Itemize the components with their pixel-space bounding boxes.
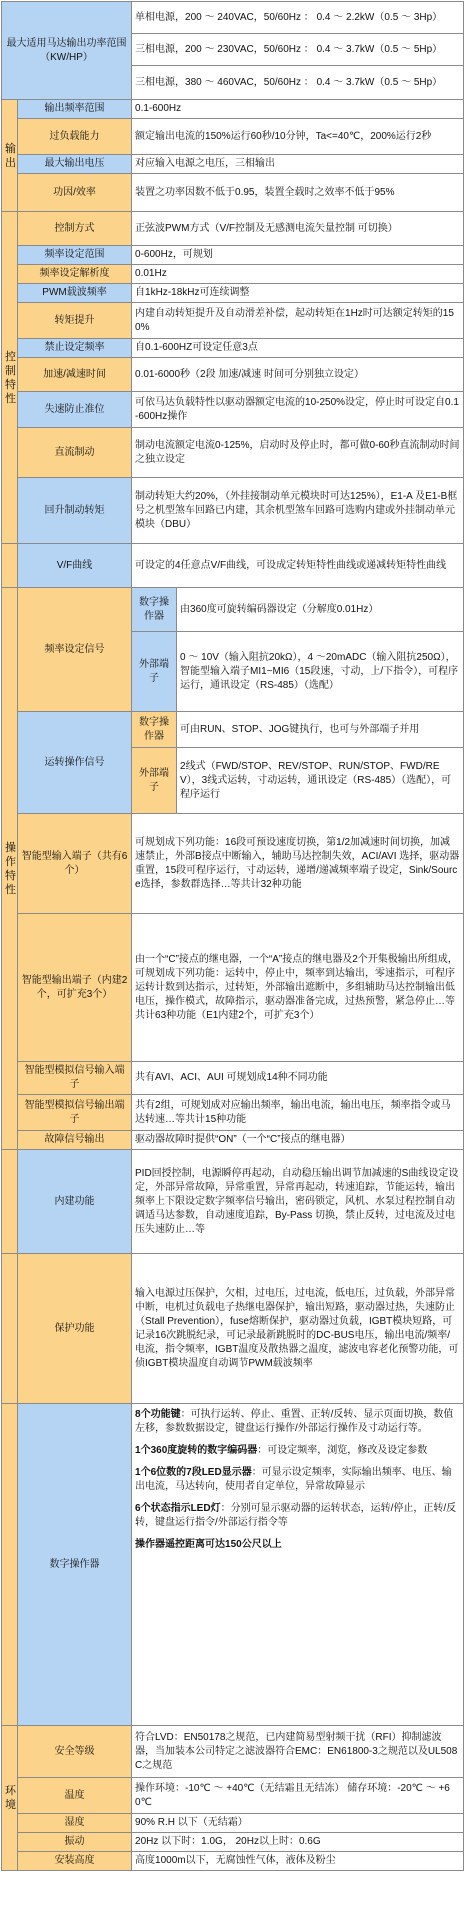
spec-value: 输入电源过压保护，欠相，过电压，过电流，低电压，过负载，外部异常中断，电机过负载电子热继电器保护，输出短路，驱动器过热，失速防止（Stall Prevention），fuse熔断保护，驱动器过负载，IGBT模块短路，可记录16次跳脱纪录，可记录最新跳脱时的DC-BUS电压，输出电流/频率/电流，指令频率，IGBT温度及散热器之温度，滤波电容老化预警功能，可侦IGBT模块温度自动调节PWM载波频率 (132, 1254, 464, 1404)
spec-value: 自1kHz-18kHz可连续调整 (132, 284, 464, 303)
spec-value: 由360度可旋转编码器设定（分解度0.01Hz） (177, 588, 464, 632)
keypad-paragraph-text: ：可执行运转、停止、重置、正转/反转、显示页面切换，数值左移，参数数据设定，键盘运行操作/外部运行操作及寸动运行等。 (135, 1409, 454, 1434)
keypad-description (132, 1404, 464, 1726)
spec-value: 额定输出电流的150%运行60秒/10分钟，Ta<=40℃，200%运行2秒 (132, 119, 464, 155)
spec-value: 由一个“C”接点的继电器，一个“A”接点的继电器及2个开集极输出所组成，可规划成下列功能：运转中，停止中，频率到达输出，零速指示，可程序运转计数到达指示，过转矩，外部输出遮断中，多组辅助马达控制输出低电压，操作模式，故障指示，驱动器准备完成，过热预警，紧急停止…等共计63种功能（E1内建2个，可扩充3个） (132, 914, 464, 1062)
keypad-paragraph-text: ：分别可显示驱动器的运转状态，运转/停止，正转/反转，键盘运行指令/外部运行指令等 (135, 1503, 457, 1528)
spec-label: 安装高度 (18, 1852, 132, 1871)
spec-label: 加速/减速时间 (18, 358, 132, 392)
sub-label: 外部端子 (132, 632, 177, 712)
keypad-paragraph-text: ：可显示设定频率，实际输出频率、电压、输出电流，马达转向，使用者自定单位，异常故障显示 (135, 1467, 452, 1492)
section-operation: 操作特性 (2, 588, 18, 1150)
spec-label: 智能型模拟信号输入端子 (18, 1062, 132, 1095)
spec-value: 0.01Hz (132, 265, 464, 284)
spec-label: 回升制动转矩 (18, 478, 132, 544)
sub-label: 数字操作器 (132, 588, 177, 632)
keypad-paragraph-title: 6个状态指示LED灯 (135, 1503, 221, 1514)
spec-label: 安全等级 (18, 1726, 132, 1778)
spec-label: 控制方式 (18, 212, 132, 246)
spec-label: 智能型输入端子（共有6 个） (18, 814, 132, 914)
max-motor-row (2, 2, 464, 34)
output-row (2, 100, 464, 119)
spec-label: 频率设定范围 (18, 246, 132, 265)
spec-value: 正弦波PWM方式（V/F控制及无感测电流矢量控制 可切换） (132, 212, 464, 246)
keypad-paragraph-title: 操作器遥控距离可达150公尺以上 (135, 1539, 282, 1550)
spec-value: 可依马达负载特性以驱动器额定电流的10-250%设定，停止时可设定自0.1-600Hz操作 (132, 392, 464, 428)
spec-value: 0 ～ 10V（输入阻抗20kΩ），4 ～20mADC（输入阻抗250Ω），智能型输入端子MI1~MI6（15段速，寸动，上/下指令），可程序运行，通讯设定（RS-485）（选配） (177, 632, 464, 712)
spec-label: 直流制动 (18, 428, 132, 478)
spec-value: 0.1-600Hz (132, 100, 464, 119)
spec-label: 湿度 (18, 1814, 132, 1833)
spec-label: V/F曲线 (18, 544, 132, 588)
spec-label: 保护功能 (18, 1254, 132, 1404)
spec-label: 过负载能力 (18, 119, 132, 155)
section-environment: 环境 (2, 1726, 18, 1871)
spec-label: 最大输出电压 (18, 155, 132, 174)
spec-label: 转矩提升 (18, 303, 132, 339)
spec-label: 智能型模拟信号输出端子 (18, 1095, 132, 1131)
spec-label: 振动 (18, 1833, 132, 1852)
spec-value: 共有2组，可规划成对应输出频率，输出电流，输出电压，频率指令或马达转速…等共计15种功能 (132, 1095, 464, 1131)
freq-signal-row (2, 588, 464, 632)
spec-value: 对应输入电源之电压，三相输出 (132, 155, 464, 174)
spec-value: 可由RUN、STOP、JOG键执行，也可与外部端子并用 (177, 712, 464, 748)
spec-label: 运转操作信号 (18, 712, 132, 814)
keypad-paragraph-title: 1个360度旋转的数字编码器 (135, 1445, 258, 1456)
spec-label: 故障信号输出 (18, 1131, 132, 1150)
spec-label: 频率设定解析度 (18, 265, 132, 284)
spec-value: 符合LVD：EN50178之规范，已内建简易型射频干扰（RFI）抑制滤波器，当加装本公司特定之滤波器符合EMC：EN61800-3之规范以及UL508C之规范 (132, 1726, 464, 1778)
keypad-row (2, 1404, 464, 1726)
run-signal-row (2, 712, 464, 748)
section-output: 输出 (2, 100, 18, 212)
spec-value: 可规划成下列功能：16段可预设速度切换，第1/2加减速时间切换，加减速禁止，外部B接点中断输入，辅助马达控制失效，ACI/AVI 选择，驱动器重置，15段可程序运行，寸动运转，递增/递减频率端子设定，Sink/Source选择，参数群选择…等共计32种功能 (132, 814, 464, 914)
sub-label: 外部端子 (132, 748, 177, 814)
max-motor-value: 三相电源，200 ～ 230VAC，50/60Hz ： 0.4 ～ 3.7kW（0.5 ～ 5Hp） (132, 34, 464, 66)
keypad-paragraph (135, 1466, 460, 1494)
keypad-paragraph (135, 1444, 460, 1458)
spec-value: 可设定的4任意点V/F曲线，可设成定转矩特性曲线或递减转矩特性曲线 (132, 544, 464, 588)
spec-label: 失速防止准位 (18, 392, 132, 428)
spec-value: 自0.1-600HZ可设定任意3点 (132, 339, 464, 358)
max-motor-value: 三相电源，380 ～ 460VAC，50/60Hz ： 0.4 ～ 3.7kW（0.5 ～ 5Hp） (132, 66, 464, 100)
spec-label: 输出频率范围 (18, 100, 132, 119)
spec-value: 90% R.H 以下（无结霜） (132, 1814, 464, 1833)
spec-label: PWM载波频率 (18, 284, 132, 303)
vf-row (2, 544, 464, 588)
spec-label: 频率设定信号 (18, 588, 132, 712)
spec-value: 0.01-6000秒（2段 加速/减速 时间可分别独立设定） (132, 358, 464, 392)
max-motor-value: 单相电源，200 ～ 240VAC，50/60Hz ： 0.4 ～ 2.2kW（0.5 ～ 3Hp） (132, 2, 464, 34)
spec-value: 操作环境：-10℃ ～ +40℃（无结霜且无结冻） 储存环境：-20℃ ～ +60℃ (132, 1778, 464, 1814)
spec-label: 数字操作器 (18, 1404, 132, 1726)
sub-label: 数字操作器 (132, 712, 177, 748)
spec-value: 2线式（FWD/STOP、REV/STOP、RUN/STOP、FWD/REV），3线式运转，寸动运转，通讯设定（RS-485）（选配），可程序运行 (177, 748, 464, 814)
spec-value: PID回授控制，电源瞬停再起动，自动稳压输出调节加减速的S曲线设定设定，外部异常故障，异常重置，异常再起动，转速追踪，节能运转，输出频率上下限设定数字频率信号输出，密码锁定，风机、水泵过程控制自动调适马达参数，自动速度追踪，By-Pass 切换，禁止反转，过电流及过电压失速防止…等 (132, 1150, 464, 1254)
keypad-paragraph (135, 1502, 460, 1530)
control-row (2, 212, 464, 246)
spec-label: 禁止设定频率 (18, 339, 132, 358)
keypad-paragraph-title: 1个6位数的7段LED显示器 (135, 1467, 252, 1478)
spec-label: 功因/效率 (18, 174, 132, 212)
builtin-row (2, 1150, 464, 1254)
max-motor-label: 最大适用马达输出功率范围（KW/HP） (2, 2, 132, 100)
spec-table (1, 1, 464, 1871)
environment-row (2, 1726, 464, 1778)
spec-value: 共有AVI、ACI、AUI 可规划成14种不同功能 (132, 1062, 464, 1095)
spec-value: 高度1000m以下，无腐蚀性气体，液体及粉尘 (132, 1852, 464, 1871)
spec-value: 制动转矩大约20%，（外挂接制动单元模块时可达125%），E1-A 及E1-B框号之机型煞车回路已内建，其余机型煞车回路可选购内建或外挂制动单元模块（DBU） (132, 478, 464, 544)
keypad-paragraph-title: 8个功能键 (135, 1409, 181, 1420)
keypad-paragraph (135, 1408, 460, 1436)
spec-label: 温度 (18, 1778, 132, 1814)
keypad-paragraph (135, 1538, 460, 1552)
spec-label: 内建功能 (18, 1150, 132, 1254)
spec-value: 0-600Hz，可规划 (132, 246, 464, 265)
spec-value: 制动电流额定电流0-125%，启动时及停止时，都可做0-60秒直流制动时间之独立设定 (132, 428, 464, 478)
spec-value: 内建自动转矩提升及自动滑差补偿，起动转矩在1Hz时可达额定转矩的150% (132, 303, 464, 339)
spec-value: 装置之功率因数不低于0.95，装置全载时之效率不低于95% (132, 174, 464, 212)
spec-label: 智能型输出端子（内建2个，可扩充3个） (18, 914, 132, 1062)
keypad-paragraph-text: ：可设定频率，浏览，修改及设定参数 (257, 1445, 428, 1456)
spec-value: 20Hz 以下时：1.0G， 20Hz以上时：0.6G (132, 1833, 464, 1852)
spec-value: 驱动器故障时提供“ON”（一个“C”接点的继电器） (132, 1131, 464, 1150)
section-control: 控制特性 (2, 212, 18, 544)
protection-row (2, 1254, 464, 1404)
